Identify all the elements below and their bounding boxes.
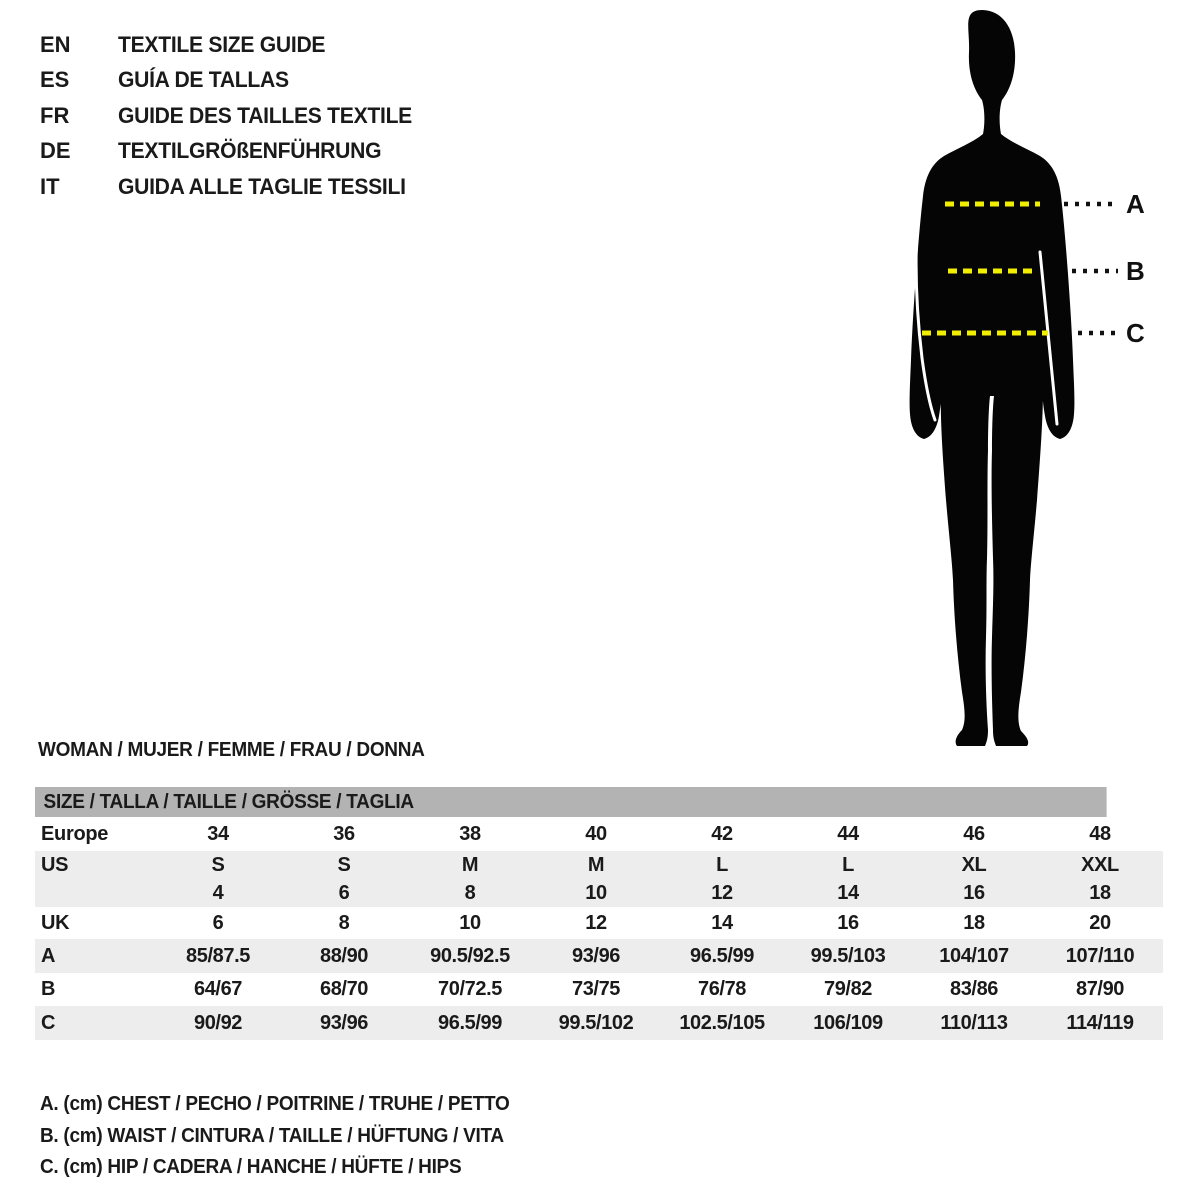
woman-silhouette-figure [860, 0, 1200, 760]
table-cell: 14 [837, 881, 859, 904]
table-cell: 38 [459, 822, 481, 845]
table-cell: L [716, 853, 728, 876]
table-cell: 8 [464, 881, 476, 904]
section-title-woman: WOMAN / MUJER / FEMME / FRAU / DONNA [38, 739, 425, 761]
row-label: C [41, 1011, 56, 1034]
size-table [35, 787, 1163, 1040]
table-cell: 96.5/99 [438, 1011, 502, 1034]
table-cell: 99.5/102 [558, 1011, 634, 1034]
table-cell: 8 [338, 911, 350, 934]
table-cell: M [461, 853, 479, 876]
measure-label-b: B [1126, 256, 1145, 286]
table-cell: 83/86 [949, 978, 999, 1000]
table-cell: 104/107 [939, 944, 1009, 967]
table-cell: 102.5/105 [679, 1011, 765, 1034]
measurement-figure [860, 0, 1200, 760]
table-cell: XXL [1081, 853, 1119, 876]
table-cell: 36 [333, 822, 355, 845]
table-cell: 93/96 [319, 1011, 369, 1034]
table-row [35, 907, 1163, 939]
language-code: FR [40, 102, 70, 128]
table-cell: 4 [212, 881, 224, 904]
table-cell: 114/119 [1066, 1011, 1134, 1034]
table-row [35, 851, 1163, 879]
measure-label-a: A [1126, 189, 1145, 219]
language-row [40, 134, 424, 170]
table-cell: 110/113 [940, 1011, 1008, 1034]
table-cell: 93/96 [571, 944, 621, 967]
table-cell: 88/90 [319, 944, 369, 967]
row-label: US [41, 853, 69, 876]
table-cell: 70/72.5 [438, 978, 502, 1000]
table-row [35, 817, 1163, 851]
measure-label-c: C [1126, 318, 1145, 348]
table-cell: S [337, 853, 351, 876]
language-code: ES [40, 67, 70, 93]
row-label: A [41, 944, 56, 967]
table-row [35, 879, 1163, 907]
table-cell: 18 [1089, 881, 1111, 904]
table-cell: 10 [585, 881, 607, 904]
table-cell: 18 [963, 911, 985, 934]
table-cell: 12 [711, 881, 733, 904]
language-list [40, 27, 424, 205]
table-cell: 40 [585, 822, 607, 845]
language-label: GUIDE DES TAILLES TEXTILE [118, 102, 412, 128]
language-code: EN [40, 31, 71, 57]
language-code: DE [40, 138, 71, 164]
legend-item: C. (cm) HIP / CADERA / HANCHE / HÜFTE / HIPS [40, 1156, 462, 1178]
table-cell: 76/78 [697, 978, 747, 1000]
language-row [40, 169, 424, 205]
language-label: TEXTILGRÖßENFÜHRUNG [118, 138, 382, 164]
table-cell: 85/87.5 [186, 944, 250, 967]
language-row [40, 63, 424, 99]
table-cell: 16 [963, 881, 985, 904]
table-cell: 99.5/103 [810, 944, 886, 967]
table-row [35, 973, 1163, 1006]
table-cell: S [211, 853, 225, 876]
language-row [40, 27, 424, 63]
row-label: Europe [41, 822, 109, 845]
table-cell: 90/92 [193, 1011, 243, 1034]
language-code: IT [40, 173, 60, 199]
row-label: UK [41, 911, 70, 934]
table-cell: 14 [711, 911, 733, 934]
table-cell: 6 [338, 881, 350, 904]
table-cell: 96.5/99 [690, 944, 754, 967]
legend-item: B. (cm) WAIST / CINTURA / TAILLE / HÜFTUNG / VITA [40, 1124, 504, 1147]
table-cell: 10 [459, 911, 481, 934]
woman-silhouette [910, 10, 1075, 746]
table-cell: XL [961, 853, 987, 876]
row-label: B [41, 978, 56, 1000]
table-cell: 42 [711, 822, 733, 845]
table-cell: 34 [207, 822, 229, 845]
table-cell: L [842, 853, 854, 876]
table-cell: 106/109 [813, 1011, 883, 1034]
table-cell: 107/110 [1065, 944, 1135, 967]
table-cell: 16 [837, 911, 859, 934]
table-cell: 20 [1089, 911, 1111, 934]
table-cell: 46 [963, 822, 985, 845]
table-cell: 6 [212, 911, 224, 934]
table-cell: 79/82 [823, 978, 873, 1000]
table-row [35, 939, 1163, 973]
table-cell: 12 [585, 911, 607, 934]
language-row [40, 98, 424, 134]
language-label: GUIDA ALLE TAGLIE TESSILI [118, 173, 406, 199]
table-cell: M [587, 853, 605, 876]
table-cell: 48 [1089, 822, 1111, 845]
table-cell: 68/70 [319, 978, 369, 1000]
size-table-body [35, 817, 1163, 1040]
language-label: GUÍA DE TALLAS [118, 67, 289, 93]
table-cell: 90.5/92.5 [430, 944, 510, 967]
language-label: TEXTILE SIZE GUIDE [118, 31, 326, 57]
table-cell: 44 [837, 822, 859, 845]
table-cell: 73/75 [571, 978, 621, 1000]
size-table-header: SIZE / TALLA / TAILLE / GRÖSSE / TAGLIA [35, 787, 1107, 817]
table-cell: 87/90 [1075, 978, 1125, 1000]
table-cell: 64/67 [193, 978, 243, 1000]
measurement-legend [40, 1089, 534, 1184]
legend-item: A. (cm) CHEST / PECHO / POITRINE / TRUHE / PETTO [40, 1093, 510, 1115]
table-row [35, 1006, 1163, 1040]
